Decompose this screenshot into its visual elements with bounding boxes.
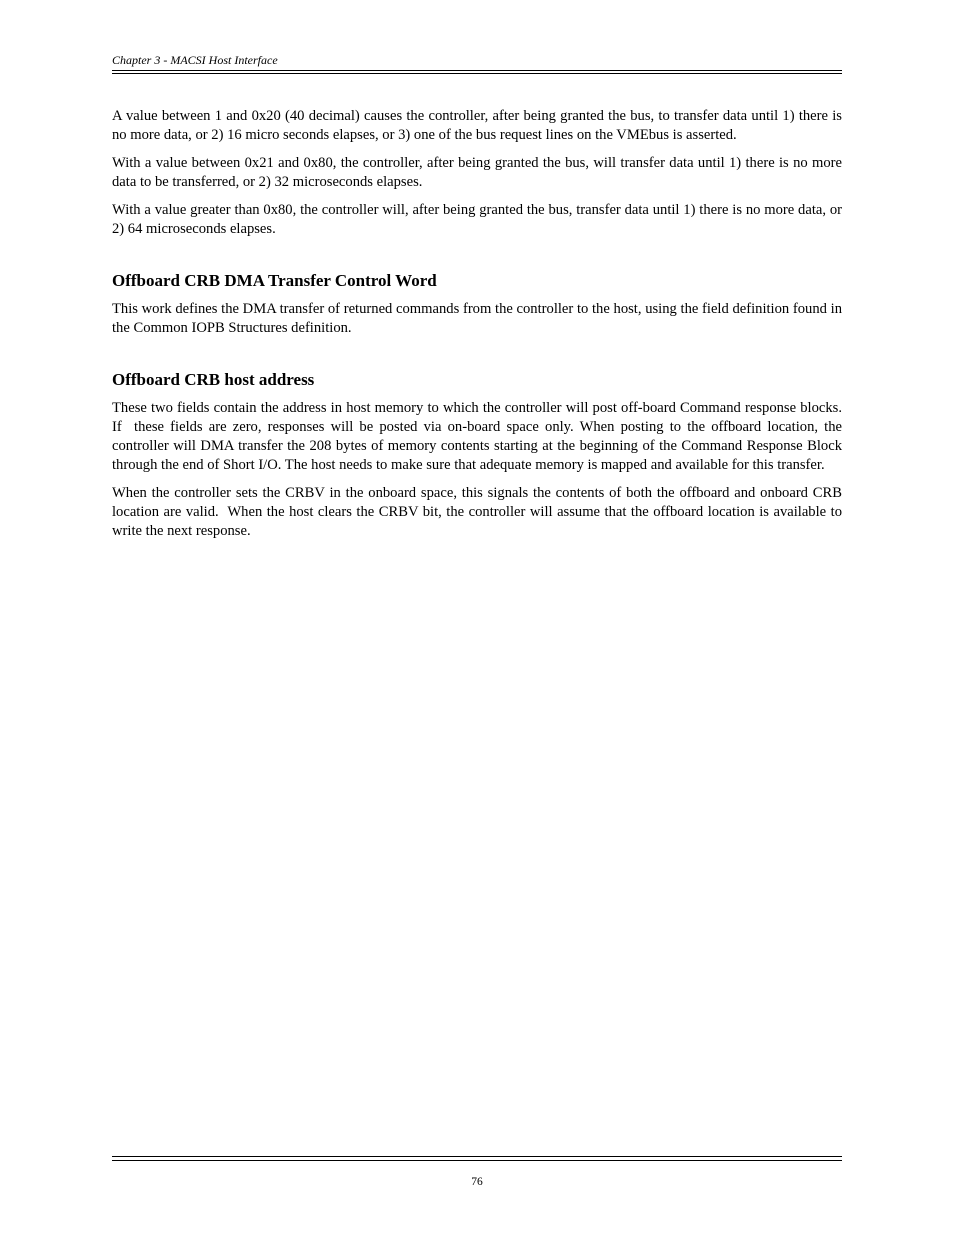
header-double-rule — [112, 70, 842, 74]
section-heading-crb-host-address: Offboard CRB host address — [112, 370, 315, 389]
section-1-paragraph-1: This work defines the DMA transfer of returned commands from the controller to the host, using the field definition found in the Common IOPB Structures definition. — [112, 301, 842, 336]
section-2-paragraph-2: When the controller sets the CRBV in the onboard space, this signals the contents of both the offboard and onboard CRB location are valid. When the host clears the CRBV bit, the controller will assume that the offboard location is available to write the next response. — [112, 485, 846, 539]
document-page — [112, 0, 850, 1235]
intro-paragraph-2: With a value between 0x21 and 0x80, the controller, after being granted the bus, will transfer data until 1) there is no more data to be transferred, or 2) 32 microseconds elapses. — [112, 155, 842, 190]
page-number: 76 — [471, 1176, 483, 1188]
section-2-paragraph-1: These two fields contain the address in host memory to which the controller will post off-board Command response blocks. If these fields are zero, responses will be posted via on-board space only. When posting to the offboard location, the controller will DMA transfer the 208 bytes of memory contents starting at the beginning of the Command Response Block through the end of Short I/O. The host needs to make sure that adequate memory is mapped and available for this transfer. — [112, 400, 850, 473]
page-content — [112, 107, 850, 550]
running-header: Chapter 3 - MACSI Host Interface — [112, 53, 278, 67]
intro-paragraph-1: A value between 1 and 0x20 (40 decimal) causes the controller, after being granted the bus, to transfer data until 1) there is no more data, or 2) 16 micro seconds elapses, or 3) one of the bus request lines on the VMEbus is asserted. — [112, 108, 842, 143]
section-heading-dma-transfer-control-word: Offboard CRB DMA Transfer Control Word — [112, 271, 437, 290]
intro-paragraph-3: With a value greater than 0x80, the controller will, after being granted the bus, transfer data until 1) there is no more data, or 2) 64 microseconds elapses. — [112, 202, 842, 237]
footer-double-rule — [112, 1156, 842, 1161]
